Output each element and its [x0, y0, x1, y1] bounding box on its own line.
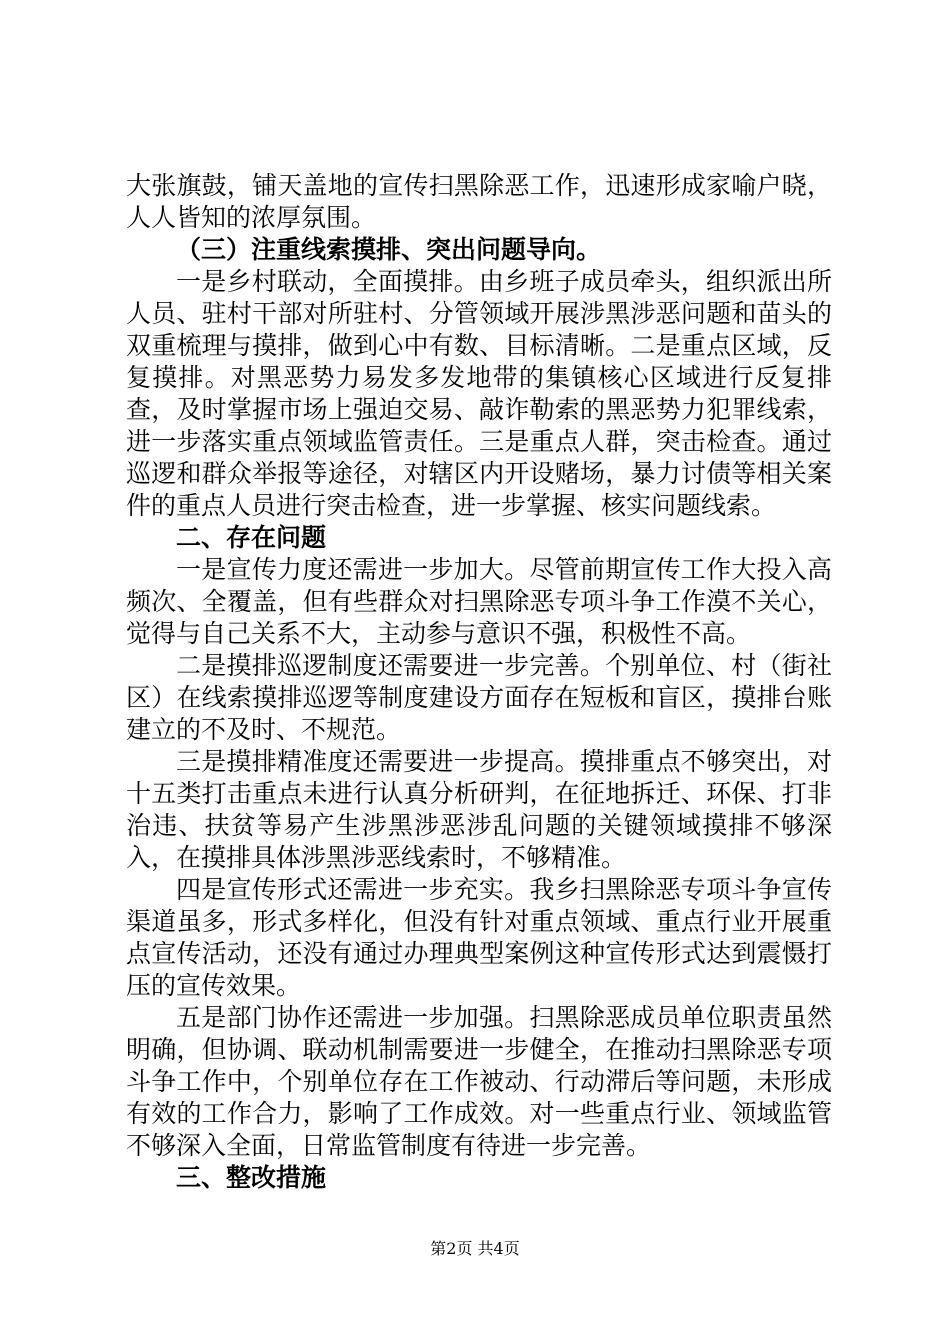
section-heading: （三）注重线索摸排、突出问题导向。	[176, 235, 602, 264]
section-heading: 三、整改措施	[176, 1163, 327, 1192]
paragraph: 二是摸排巡逻制度还需要进一步完善。个别单位、村（街社区）在线索摸排巡逻等制度建设方面存在短板和盲区，摸排台账建立的不及时、不规范。	[126, 651, 832, 744]
page-footer: 第2页 共4页	[430, 1239, 520, 1258]
paragraph: 一是乡村联动，全面摸排。由乡班子成员牵头，组织派出所人员、驻村干部对所驻村、分管领域开展涉黑涉恶问题和苗头的双重梳理与摸排，做到心中有数、目标清晰。二是重点区域，反复摸排。对黑恶势力易发多发地带的集镇核心区域进行反复排查，及时掌握市场上强迫交易、敲诈勒索的黑恶势力犯罪线索，进一步落实重点领域监管责任。三是重点人群，突击检查。通过巡逻和群众举报等途径，对辖区内开设赌场，暴力讨债等相关案件的重点人员进行突击检查，进一步掌握、核实问题线索。	[126, 267, 832, 520]
paragraph: 三是摸排精准度还需要进一步提高。摸排重点不够突出，对十五类打击重点未进行认真分析研判，在征地拆迁、环保、打非治违、扶贫等易产生涉黑涉恶涉乱问题的关键领域摸排不够深入，在摸排具体涉黑涉恶线索时，不够精准。	[126, 747, 832, 872]
paragraph: 大张旗鼓，铺天盖地的宣传扫黑除恶工作，迅速形成家喻户晓，人人皆知的浓厚氛围。	[126, 171, 832, 232]
paragraph: 四是宣传形式还需进一步充实。我乡扫黑除恶专项斗争宣传渠道虽多，形式多样化，但没有针对重点领域、重点行业开展重点宣传活动，还没有通过办理典型案例这种宣传形式达到震慑打压的宣传效果。	[126, 875, 832, 1000]
paragraph: 一是宣传力度还需进一步加大。尽管前期宣传工作大投入高频次、全覆盖，但有些群众对扫黑除恶专项斗争工作漠不关心，觉得与自己关系不大，主动参与意识不强，积极性不高。	[126, 555, 832, 648]
paragraph: 五是部门协作还需进一步加强。扫黑除恶成员单位职责虽然明确，但协调、联动机制需要进一步健全，在推动扫黑除恶专项斗争工作中，个别单位存在工作被动、行动滞后等问题，未形成有效的工作合力，影响了工作成效。对一些重点行业、领域监管不够深入全面，日常监管制度有待进一步完善。	[126, 1003, 832, 1160]
section-heading: 二、存在问题	[176, 523, 327, 552]
document-body	[126, 170, 832, 1194]
